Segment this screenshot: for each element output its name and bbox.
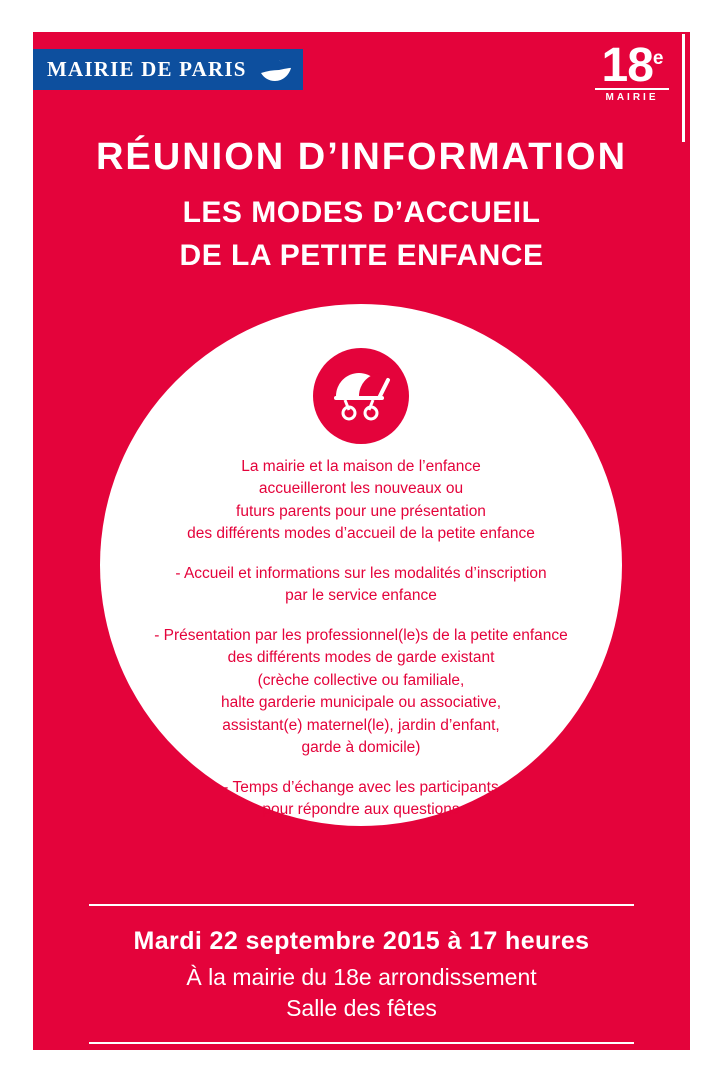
body-line: des différents modes d’accueil de la petite enfance — [187, 525, 535, 543]
mairie-de-paris-label: MAIRIE DE PARIS — [47, 57, 247, 81]
body-line: futurs parents pour une présentation — [236, 502, 486, 520]
poster-titles — [33, 138, 690, 272]
header-vertical-rule — [682, 34, 685, 142]
body-paragraph — [100, 777, 622, 822]
body-line: des différents modes de garde existant — [227, 649, 495, 667]
arrondissement-logo — [586, 39, 678, 103]
body-line: - Accueil et informations sur les modalités d’inscription — [175, 564, 547, 582]
page-subtitle-1: LES MODES D’ACCUEIL — [182, 195, 541, 229]
stroller-badge — [313, 348, 409, 444]
poster-header — [33, 32, 690, 120]
page-title: RÉUNION D’INFORMATION — [95, 136, 628, 178]
body-line: - Présentation par les professionnel(le)s de la petite enfance — [154, 626, 568, 644]
poster-body — [100, 456, 622, 822]
body-line: halte garderie municipale ou associative, — [220, 694, 502, 712]
footer-rule-top — [89, 904, 634, 906]
body-paragraph — [100, 456, 622, 546]
body-line: - Temps d’échange avec les participants — [223, 778, 499, 796]
body-line: garde à domicile) — [301, 739, 421, 757]
body-line: La mairie et la maison de l’enfance — [241, 458, 481, 475]
event-place: À la mairie du 18e arrondissement — [186, 964, 537, 990]
footer-rule-bottom — [89, 1042, 634, 1044]
body-paragraph — [100, 625, 622, 760]
content-circle — [100, 304, 622, 826]
body-paragraph — [100, 563, 622, 608]
arrondissement-superscript: e — [652, 48, 663, 69]
page-subtitle-2: DE LA PETITE ENFANCE — [179, 238, 544, 272]
body-line: accueilleront les nouveaux ou — [258, 480, 464, 498]
poster — [33, 32, 690, 1050]
body-line: (crèche collective ou familiale, — [257, 671, 465, 689]
paris-boat-icon — [259, 57, 293, 83]
mairie-de-paris-logo — [33, 49, 303, 90]
body-line: assistant(e) maternel(le), jardin d’enfant, — [222, 716, 500, 734]
event-room: Salle des fêtes — [286, 995, 437, 1022]
body-line: par le service enfance — [285, 587, 437, 605]
body-line: pour répondre aux questions — [262, 801, 460, 819]
arrondissement-word: MAIRIE — [595, 88, 669, 103]
stroller-icon — [331, 370, 391, 422]
poster-footer — [33, 904, 690, 1044]
arrondissement-number: 18e — [601, 39, 663, 92]
event-date: Mardi 22 septembre 2015 à 17 heures — [133, 927, 590, 955]
